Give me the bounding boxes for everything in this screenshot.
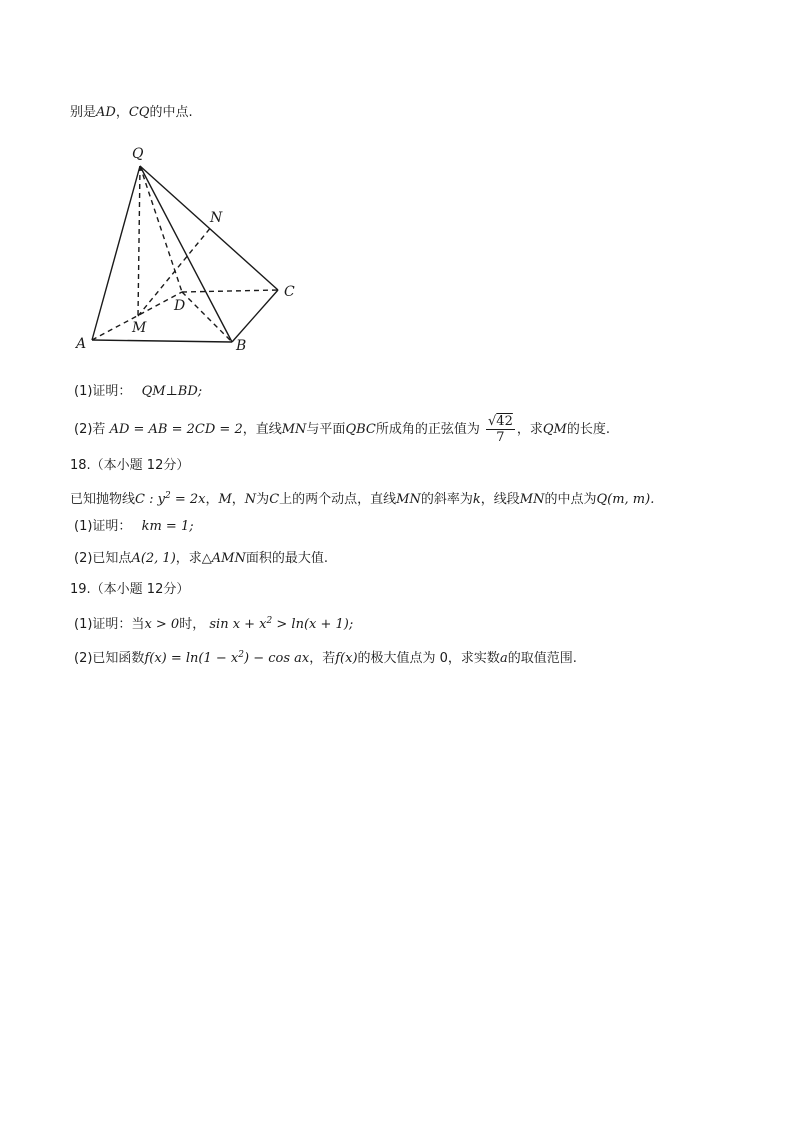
stem-text: 的中点为	[544, 492, 597, 507]
q17-part1	[74, 383, 202, 401]
math-point-A: A(2, 1)	[131, 551, 176, 566]
part-number: (1)	[74, 617, 93, 632]
label-M: M	[132, 320, 147, 336]
math-QBC: QBC	[345, 422, 376, 437]
math-part: ) − cos ax	[243, 651, 310, 666]
math-N: N	[244, 492, 257, 507]
label-B: B	[236, 338, 247, 354]
stem-text: 上的两个动点，直线	[279, 492, 397, 507]
edge-QA	[92, 166, 140, 340]
part-text: ，求	[516, 422, 543, 437]
part-number: (2)	[74, 651, 93, 666]
math-inequality	[209, 617, 353, 632]
math-MN: MN	[396, 492, 421, 507]
label-D: D	[174, 298, 186, 314]
math-C: C	[269, 492, 280, 507]
q17-part2	[74, 412, 610, 448]
part-text: ，直线	[242, 422, 282, 437]
part-number: (1)	[74, 384, 93, 399]
part-number: (2)	[74, 551, 93, 566]
math-part: sin x + x	[209, 617, 267, 632]
intro-text-end: 的中点.	[149, 105, 193, 120]
part-number: (2)	[74, 422, 93, 437]
math-part: > ln(x + 1);	[272, 617, 354, 632]
stem-text: ，线段	[480, 492, 520, 507]
math-parabola	[135, 492, 205, 507]
math-QM: QM	[542, 422, 567, 437]
q18-part1	[74, 518, 194, 536]
label-N: N	[210, 210, 223, 226]
math-part: C : y	[135, 492, 165, 507]
intro-line	[70, 104, 193, 122]
math-exponent: 2	[238, 650, 244, 660]
part-text: 的取值范围.	[507, 651, 577, 666]
part-text: 时，	[179, 617, 206, 632]
math-condition: AD = AB = 2CD = 2	[109, 422, 243, 437]
intro-text: 别是	[70, 105, 97, 120]
math-part: = 2x	[170, 492, 206, 507]
part-text: 所成角的正弦值为	[375, 422, 480, 437]
math-a: a	[499, 651, 508, 666]
edge-QB	[140, 166, 232, 342]
stem-text: 已知抛物线	[70, 492, 136, 507]
q18-part2	[74, 550, 328, 568]
math-Q: Q(m, m).	[596, 492, 655, 507]
math-CQ: CQ	[128, 105, 150, 120]
part-text: ，若	[309, 651, 336, 666]
part-text: 证明：	[92, 519, 132, 534]
separator: ，	[231, 492, 245, 507]
fraction-denominator: 7	[496, 430, 505, 445]
edge-AB	[92, 340, 232, 342]
q18-header: 18.（本小题 12分）	[70, 458, 190, 473]
label-C: C	[284, 284, 295, 300]
label-Q: Q	[132, 146, 144, 162]
pyramid-figure	[70, 140, 310, 360]
math-QM-perp-BD: QM⊥BD;	[141, 384, 203, 399]
part-text: ，求	[175, 551, 202, 566]
stem-text: ，	[205, 492, 219, 507]
separator: ，	[115, 105, 129, 120]
stem-text: 的斜率为	[420, 492, 473, 507]
math-exponent: 2	[164, 491, 171, 501]
math-km: km = 1;	[141, 519, 194, 534]
edge-DC	[182, 290, 278, 292]
math-function	[144, 651, 309, 666]
math-fx: f(x)	[335, 651, 358, 666]
part-text: 面积的最大值.	[245, 551, 329, 566]
math-M: M	[218, 492, 232, 507]
part-text: 与平面	[306, 422, 346, 437]
edge-QM	[138, 166, 140, 316]
math-k: k	[472, 492, 481, 507]
stem-text: 为	[256, 492, 270, 507]
math-exponent: 2	[266, 616, 273, 626]
part-text: 的长度.	[566, 422, 610, 437]
part-text: 证明：当	[92, 617, 145, 632]
q19-part1	[74, 612, 353, 634]
q19-header: 19.（本小题 12分）	[70, 582, 190, 597]
math-AD: AD	[96, 105, 116, 120]
part-text: 若	[92, 422, 106, 437]
q19-part2	[74, 646, 577, 668]
part-text: 的极大值点为 0，求实数	[357, 651, 500, 666]
math-condition: x > 0	[144, 617, 180, 632]
math-MN: MN	[281, 422, 307, 437]
math-triangle: △AMN	[201, 551, 246, 566]
q18-stem	[70, 487, 654, 509]
edge-BC	[232, 290, 278, 342]
part-text: 证明：	[92, 384, 132, 399]
part-text: 已知函数	[92, 651, 145, 666]
math-MN: MN	[519, 492, 545, 507]
part-text: 已知点	[92, 551, 132, 566]
math-part: f(x) = ln(1 − x	[144, 651, 239, 666]
part-number: (1)	[74, 519, 93, 534]
fraction-sqrt42-over-7: $\frac{√42}{7}$	[488, 414, 513, 445]
fraction-numerator: 42	[496, 414, 513, 429]
edge-DB	[182, 292, 232, 342]
label-A: A	[76, 336, 87, 352]
